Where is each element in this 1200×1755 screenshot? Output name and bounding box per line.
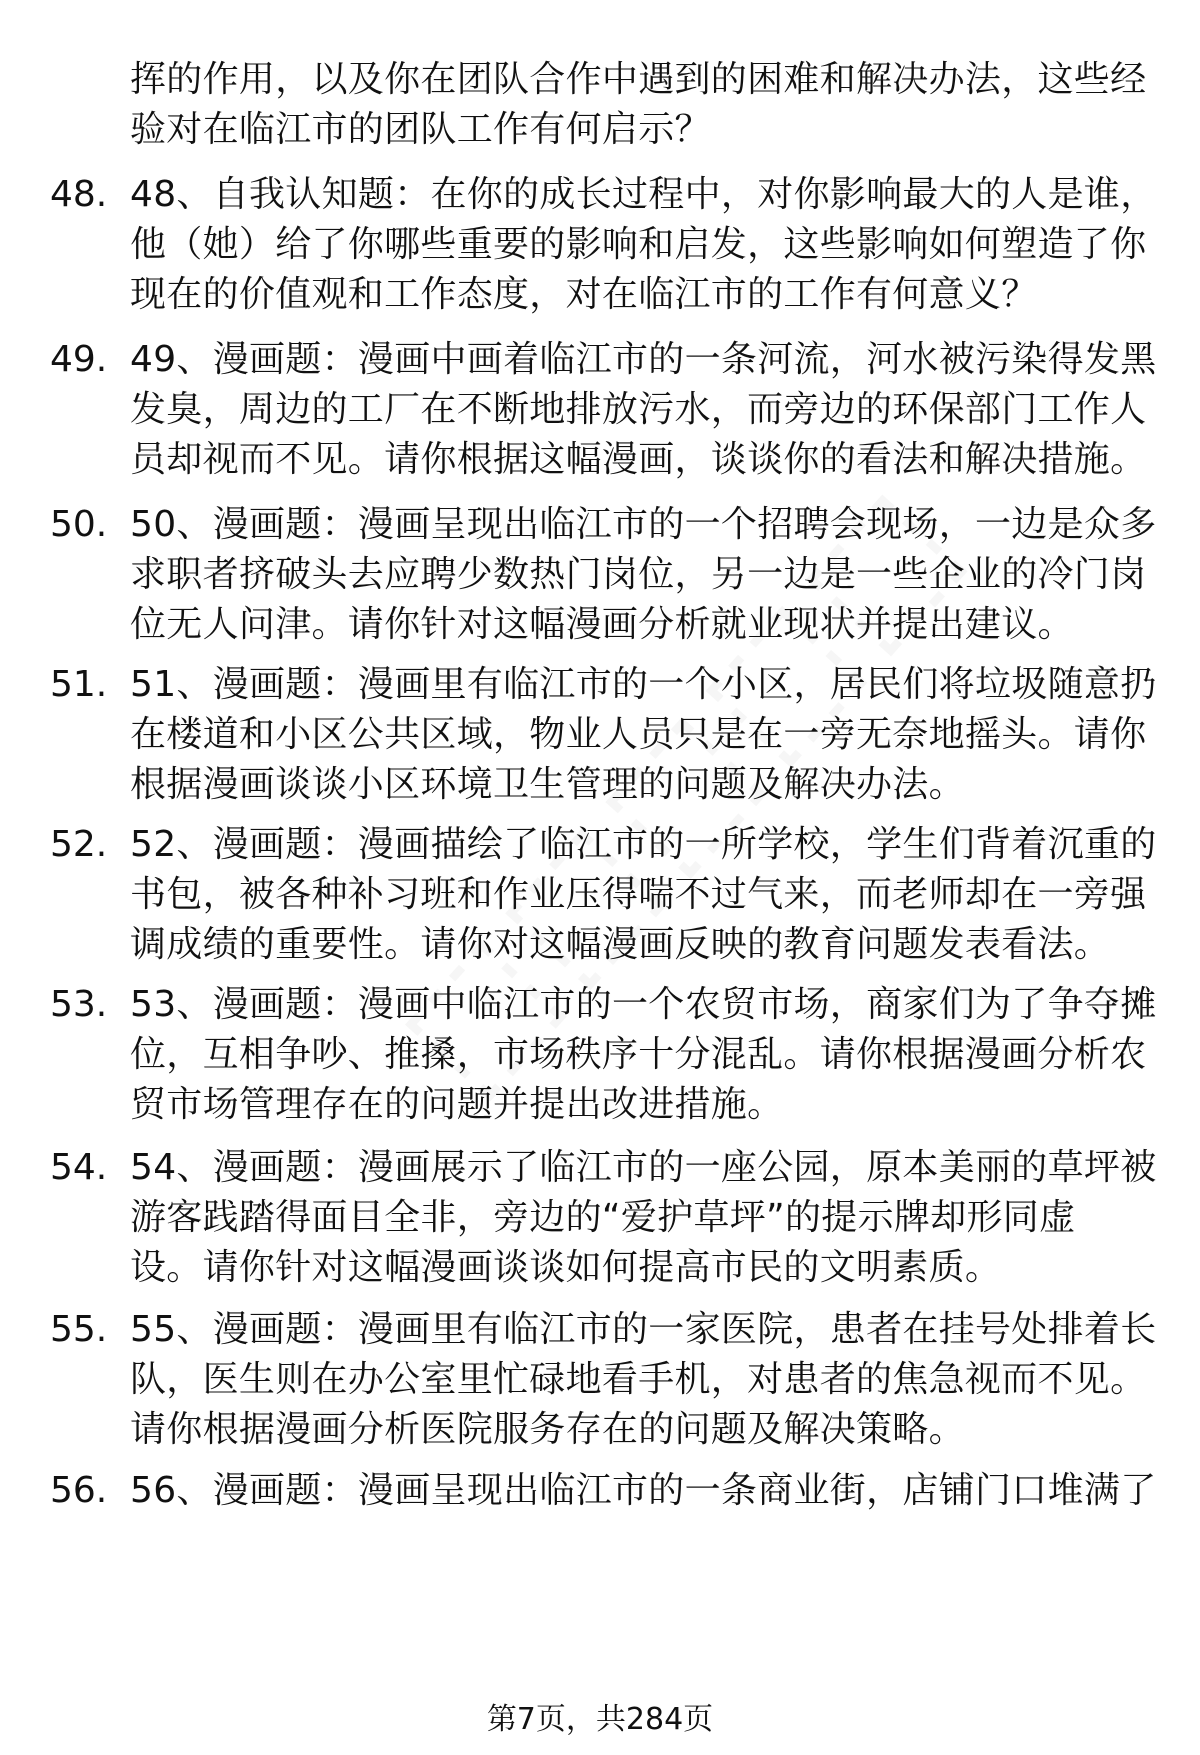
question-line: 员却视而不见。请你根据这幅漫画，谈谈你的看法和解决措施。 xyxy=(130,439,1147,480)
question-text xyxy=(130,1305,1160,1455)
question-number: 54. xyxy=(50,1147,108,1188)
question-text xyxy=(130,660,1160,810)
question-number: 48. xyxy=(50,174,108,215)
question-line: 请你根据漫画分析医院服务存在的问题及解决策略。 xyxy=(130,1409,965,1450)
question-line: 52、漫画题：漫画描绘了临江市的一所学校，学生们背着沉重的 xyxy=(130,824,1157,865)
question-number: 49. xyxy=(50,339,108,380)
question-line: 书包，被各种补习班和作业压得喘不过气来，而老师却在一旁强 xyxy=(130,874,1147,915)
question-line: 他（她）给了你哪些重要的影响和启发，这些影响如何塑造了你 xyxy=(130,224,1147,265)
question-line: 53、漫画题：漫画中临江市的一个农贸市场，商家们为了争夺摊 xyxy=(130,984,1157,1025)
question-text xyxy=(130,820,1160,970)
question-number: 51. xyxy=(50,664,108,705)
question-text xyxy=(130,335,1160,485)
question-line: 队，医生则在办公室里忙碌地看手机，对患者的焦急视而不见。 xyxy=(130,1359,1147,1400)
question-number: 55. xyxy=(50,1309,108,1350)
question-number: 50. xyxy=(50,504,108,545)
question-line: 位无人问津。请你针对这幅漫画分析就业现状并提出建议。 xyxy=(130,604,1074,645)
question-line: 56、漫画题：漫画呈现出临江市的一条商业街，店铺门口堆满了 xyxy=(130,1470,1157,1511)
question-line: 求职者挤破头去应聘少数热门岗位，另一边是一些企业的冷门岗 xyxy=(130,554,1147,595)
question-line: 48、自我认知题：在你的成长过程中，对你影响最大的人是谁， xyxy=(130,174,1157,215)
question-line: 调成绩的重要性。请你对这幅漫画反映的教育问题发表看法。 xyxy=(130,924,1111,965)
question-line: 在楼道和小区公共区域，物业人员只是在一旁无奈地摇头。请你 xyxy=(130,714,1147,755)
intro-paragraph xyxy=(130,55,1160,155)
question-text xyxy=(130,500,1160,650)
question-line: 游客践踏得面目全非，旁边的“爱护草坪”的提示牌却形同虚 xyxy=(130,1197,1076,1238)
question-number: 52. xyxy=(50,824,108,865)
question-text xyxy=(130,980,1160,1130)
question-line: 51、漫画题：漫画里有临江市的一个小区，居民们将垃圾随意扔 xyxy=(130,664,1157,705)
question-line: 发臭，周边的工厂在不断地排放污水，而旁边的环保部门工作人 xyxy=(130,389,1147,430)
question-number: 56. xyxy=(50,1470,108,1511)
question-line: 55、漫画题：漫画里有临江市的一家医院，患者在挂号处排着长 xyxy=(130,1309,1157,1350)
question-text xyxy=(130,1143,1160,1293)
question-line: 位，互相争吵、推搡，市场秩序十分混乱。请你根据漫画分析农 xyxy=(130,1034,1147,1075)
question-line: 贸市场管理存在的问题并提出改进措施。 xyxy=(130,1084,784,1125)
question-line: 54、漫画题：漫画展示了临江市的一座公园，原本美丽的草坪被 xyxy=(130,1147,1157,1188)
question-text xyxy=(130,170,1160,320)
question-line: 49、漫画题：漫画中画着临江市的一条河流，河水被污染得发黑 xyxy=(130,339,1157,380)
question-line: 50、漫画题：漫画呈现出临江市的一个招聘会现场，一边是众多 xyxy=(130,504,1157,545)
intro-line: 验对在临江市的团队工作有何启示？ xyxy=(130,109,711,150)
question-line: 设。请你针对这幅漫画谈谈如何提高市民的文明素质。 xyxy=(130,1247,1002,1288)
question-number: 53. xyxy=(50,984,108,1025)
question-text xyxy=(130,1466,1160,1516)
page-number: 第7页，共284页 xyxy=(486,1702,714,1737)
question-line: 现在的价值观和工作态度，对在临江市的工作有何意义？ xyxy=(130,274,1038,315)
intro-line: 挥的作用，以及你在团队合作中遇到的困难和解决办法，这些经 xyxy=(130,59,1147,100)
question-line: 根据漫画谈谈小区环境卫生管理的问题及解决办法。 xyxy=(130,764,965,805)
